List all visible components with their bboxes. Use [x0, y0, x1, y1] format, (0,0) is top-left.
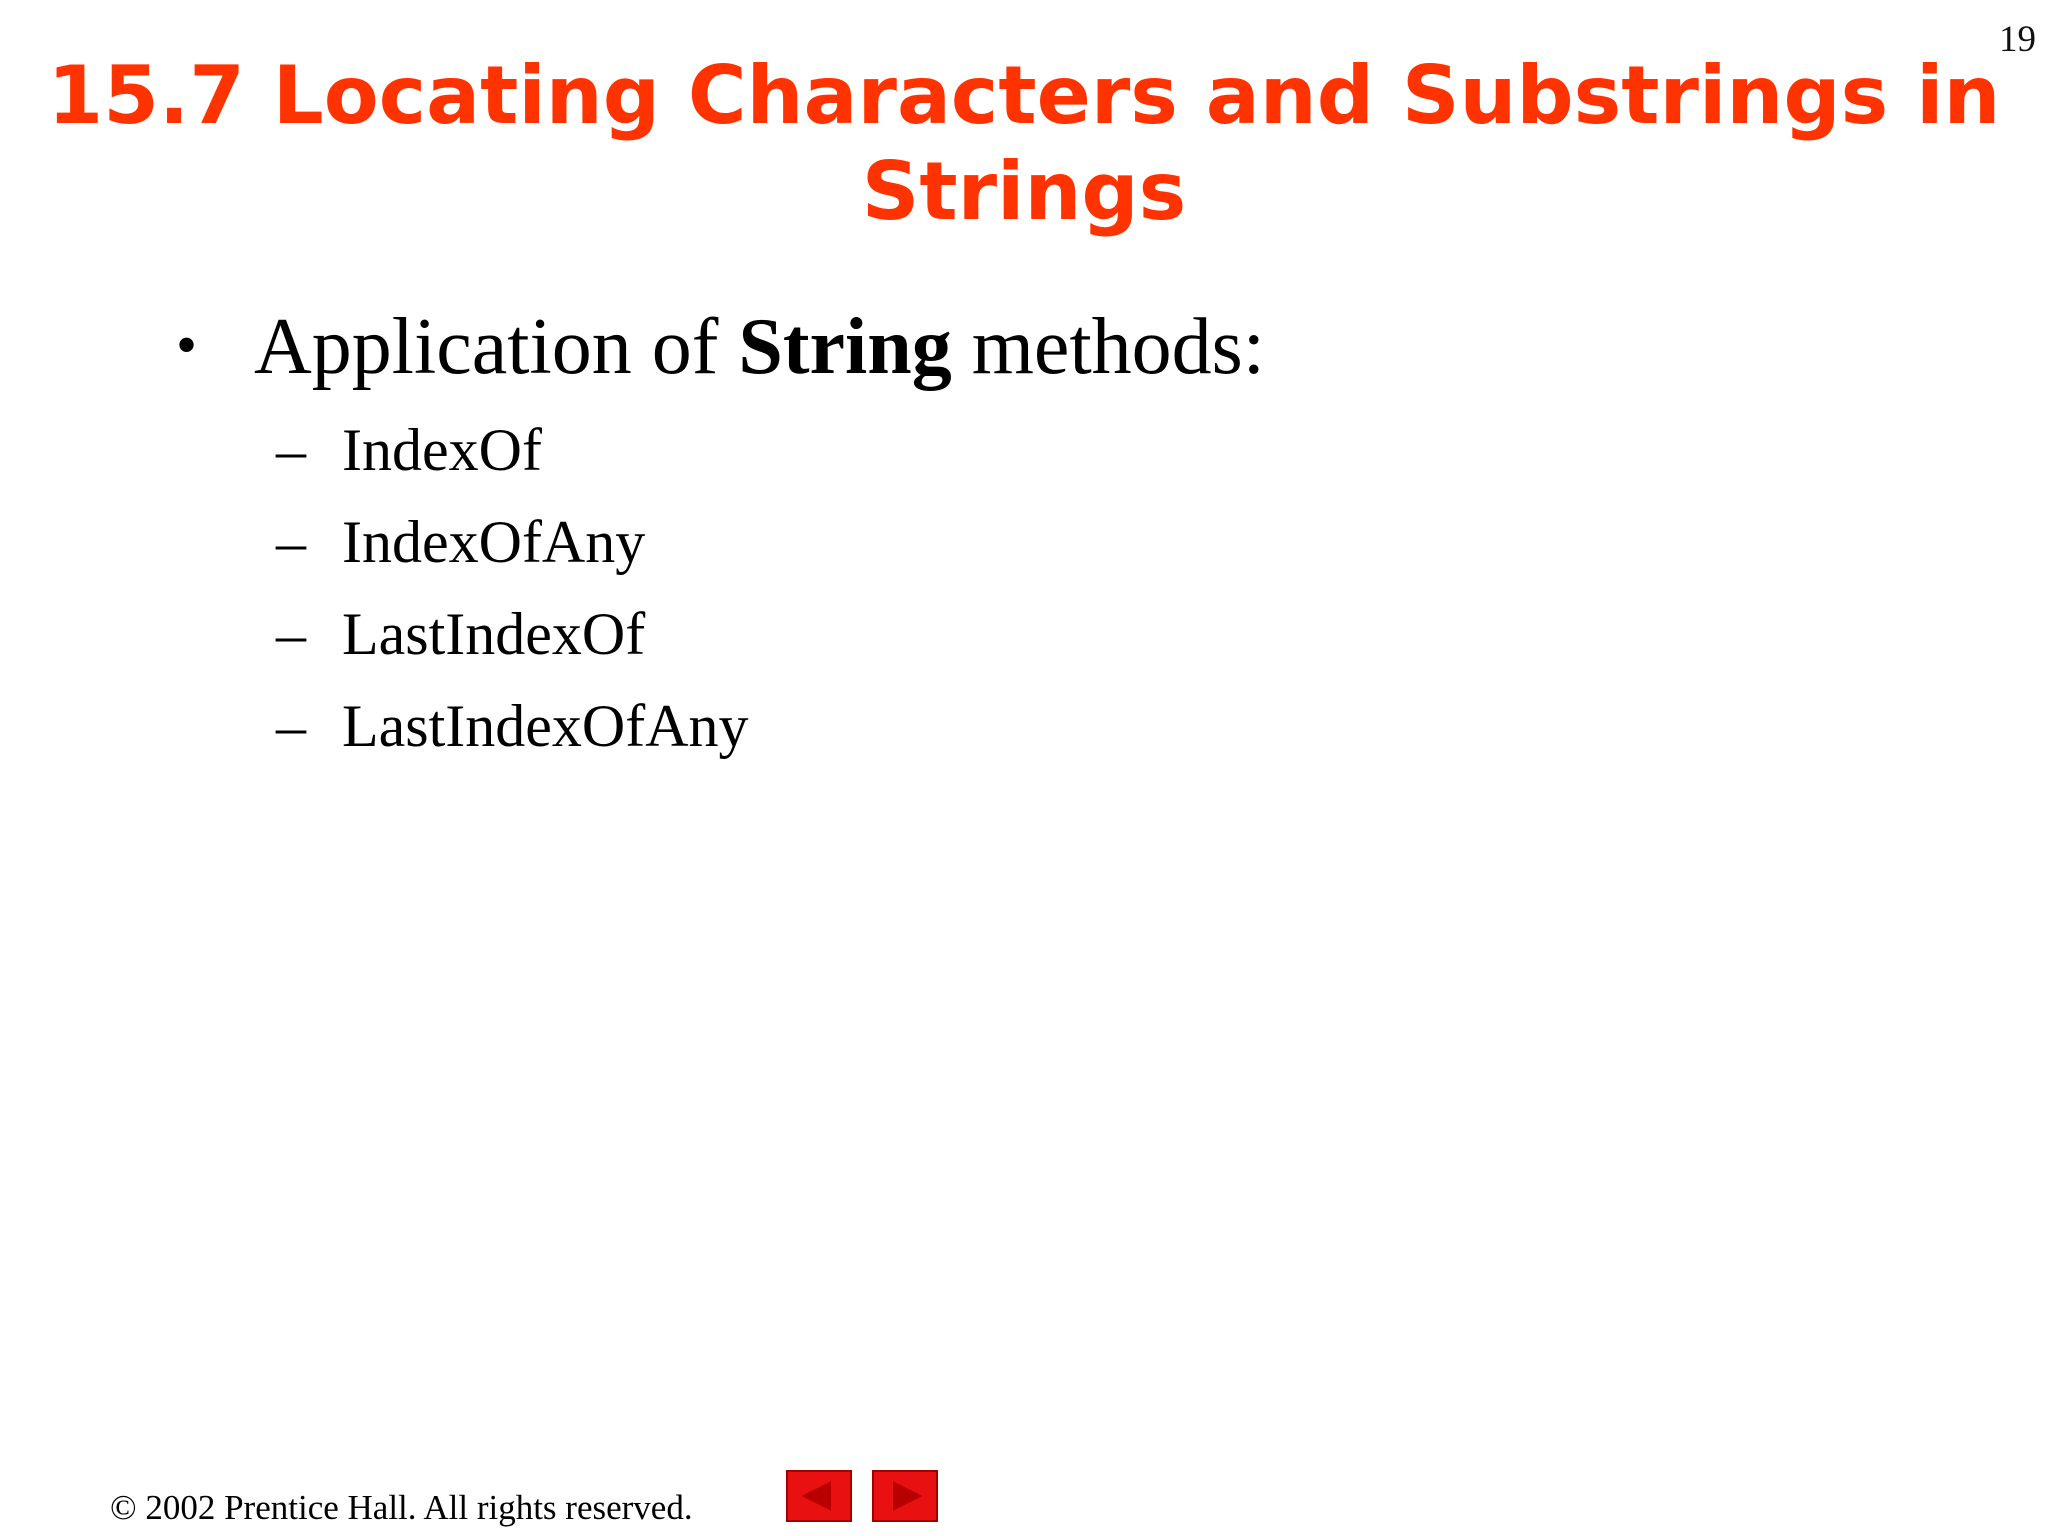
previous-arrow-icon — [788, 1472, 850, 1520]
sub-item-label: LastIndexOf — [342, 601, 646, 667]
sub-item — [276, 404, 749, 496]
sub-item — [276, 680, 749, 772]
sub-item-label: IndexOf — [342, 417, 542, 483]
bullet-item — [176, 300, 1265, 392]
next-arrow-icon — [874, 1472, 936, 1520]
sub-item — [276, 588, 749, 680]
previous-slide-button[interactable] — [786, 1470, 852, 1522]
page-number: 19 — [1999, 19, 2036, 60]
bullet-text-before: Application of — [254, 303, 739, 391]
bullet-dot-icon: • — [176, 312, 198, 378]
slide-title-line-2: Strings — [861, 145, 1187, 238]
slide-title-line-1: 15.7 Locating Characters and Substrings in — [47, 49, 2001, 142]
dash-icon: – — [276, 509, 306, 575]
bullet-keyword: String — [738, 303, 952, 391]
sub-item-label: LastIndexOfAny — [342, 693, 749, 759]
sub-item — [276, 496, 749, 588]
dash-icon: – — [276, 693, 306, 759]
bullet-text-after: methods: — [951, 303, 1266, 391]
dash-icon: – — [276, 601, 306, 667]
sub-item-list — [276, 404, 749, 772]
sub-item-label: IndexOfAny — [342, 509, 646, 575]
slide-title — [0, 48, 2048, 240]
dash-icon: – — [276, 417, 306, 483]
next-slide-button[interactable] — [872, 1470, 938, 1522]
copyright-notice: © 2002 Prentice Hall. All rights reserved. — [110, 1488, 693, 1527]
